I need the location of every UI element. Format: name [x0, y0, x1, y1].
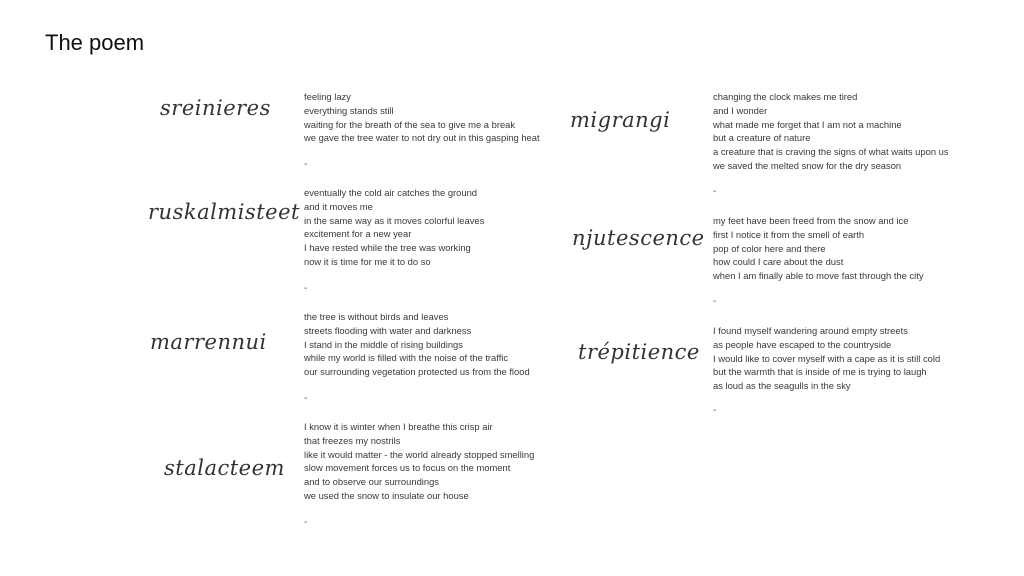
stanza-line: I know it is winter when I breathe this crisp air [304, 421, 493, 432]
handwritten-word-marrennui: marrennui [150, 330, 267, 354]
stanza-line: I found myself wandering around empty streets [713, 325, 908, 336]
stanza-6 [713, 214, 924, 283]
stanza-line: our surrounding vegetation protected us from the flood [304, 366, 530, 378]
stanza-5 [713, 90, 949, 173]
stanza-line: pop of color here and there [713, 242, 826, 254]
stanza-line: eventually the cold air catches the ground [304, 187, 478, 198]
stanza-line: my feet have been freed from the snow and ice [713, 215, 909, 226]
stanza-separator: - [713, 296, 717, 307]
stanza-line: and I wonder [713, 104, 768, 116]
stanza-line: a creature that is craving the signs of what waits upon us [713, 146, 949, 158]
stanza-4 [304, 420, 534, 503]
stanza-line: we saved the melted snow for the dry season [713, 159, 902, 171]
stanza-line: I have rested while the tree was working [304, 242, 471, 254]
stanza-line: how could I care about the dust [713, 256, 844, 268]
stanza-line: I stand in the middle of rising buildings [304, 338, 463, 350]
stanza-line: waiting for the breath of the sea to give me a break [304, 118, 516, 130]
stanza-line: when I am finally able to move fast through the city [713, 270, 924, 282]
stanza-line: and to observe our surroundings [304, 476, 439, 488]
stanza-separator: - [713, 405, 717, 416]
stanza-2 [304, 186, 484, 269]
stanza-line: the tree is without birds and leaves [304, 311, 449, 322]
stanza-line: while my world is filled with the noise of the traffic [304, 352, 509, 364]
stanza-line: streets flooding with water and darkness [304, 324, 472, 336]
stanza-7 [713, 324, 940, 393]
stanza-line: now it is time for me it to do so [304, 255, 431, 267]
stanza-line: but the warmth that is inside of me is trying to laugh [713, 366, 927, 378]
stanza-line: but a creature of nature [713, 132, 811, 144]
stanza-1 [304, 90, 540, 145]
stanza-line: as loud as the seagulls in the sky [713, 380, 851, 392]
handwritten-word-ruskalmisteet: ruskalmisteet [148, 200, 300, 224]
stanza-line: slow movement forces us to focus on the moment [304, 462, 511, 474]
stanza-line: I would like to cover myself with a cape as it is still cold [713, 352, 941, 364]
stanza-line: and it moves me [304, 200, 373, 212]
stanza-line: we used the snow to insulate our house [304, 489, 469, 501]
page-title: The poem [45, 30, 145, 55]
stanza-line: everything stands still [304, 104, 394, 116]
stanza-line: excitement for a new year [304, 228, 412, 240]
handwritten-word-stalacteem: stalacteem [164, 456, 285, 480]
stanza-line: in the same way as it moves colorful leaves [304, 214, 485, 226]
stanza-separator: - [304, 283, 308, 294]
stanza-line: feeling lazy [304, 91, 351, 102]
handwritten-word-sreinieres: sreinieres [160, 96, 271, 120]
stanza-line: that freezes my nostrils [304, 434, 401, 446]
stanza-line: we gave the tree water to not dry out in this gasping heat [304, 132, 540, 144]
stanza-line: as people have escaped to the countryside [713, 338, 892, 350]
stanza-separator: - [713, 186, 717, 197]
handwritten-word-njutescence: njutescence [572, 226, 705, 250]
handwritten-word-migrangi: migrangi [570, 108, 671, 132]
stanza-separator: - [304, 517, 308, 528]
stanza-line: what made me forget that I am not a machine [713, 118, 902, 130]
stanza-line: first I notice it from the smell of earth [713, 228, 865, 240]
stanza-line: changing the clock makes me tired [713, 91, 858, 102]
stanza-3 [304, 310, 530, 379]
stanza-line: like it would matter - the world already stopped smelling [304, 448, 535, 460]
handwritten-word-trepitience: trépitience [578, 340, 700, 364]
stanza-separator: - [304, 393, 308, 404]
stanza-separator: - [304, 159, 308, 170]
